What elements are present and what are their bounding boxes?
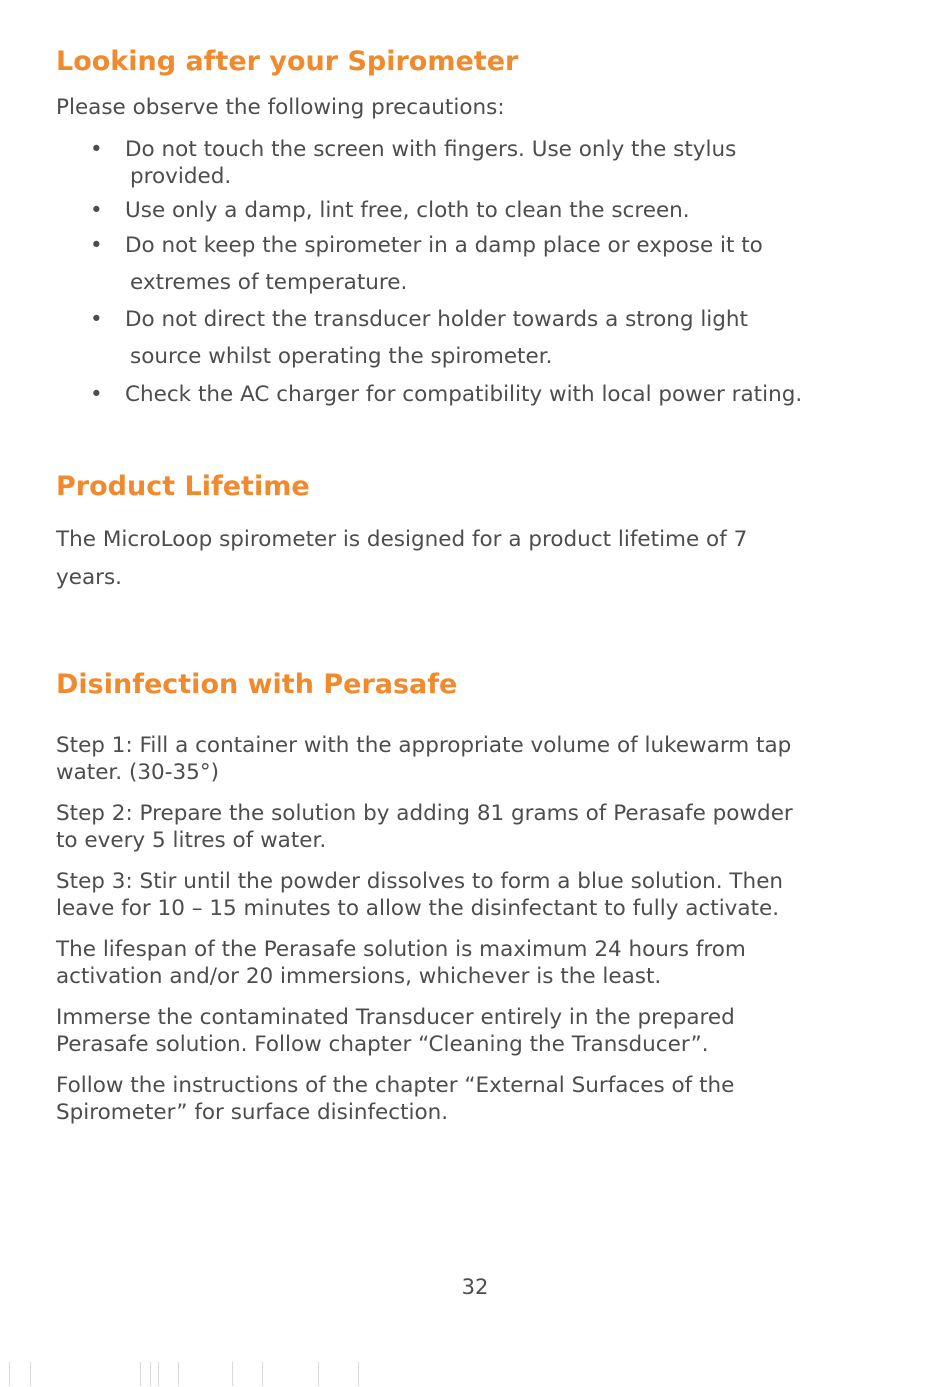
paragraph-line: Spirometer” for surface disinfection.: [56, 1100, 449, 1125]
bullet-icon: •: [90, 307, 103, 332]
bullet-icon: •: [90, 233, 103, 258]
paragraph-line: activation and/or 20 immersions, whichever is the least.: [56, 964, 662, 989]
list-item: [90, 381, 802, 408]
scan-mark: [140, 1362, 141, 1386]
paragraph-line: Immerse the contaminated Transducer entirely in the prepared: [56, 1005, 735, 1030]
paragraph-line: to every 5 litres of water.: [56, 828, 327, 853]
disinfection-paragraph: [56, 868, 783, 922]
list-item-line: extremes of temperature.: [130, 270, 408, 295]
list-item: [90, 301, 748, 375]
list-item: [90, 197, 690, 224]
section-heading-looking-after: Looking after your Spirometer: [56, 46, 519, 77]
bullet-icon: •: [90, 198, 103, 223]
paragraph-line: Step 2: Prepare the solution by adding 81 grams of Perasafe powder: [56, 801, 793, 826]
paragraph-line: Follow the instructions of the chapter “External Surfaces of the: [56, 1073, 735, 1098]
scan-mark: [262, 1362, 263, 1386]
precautions-intro: Please observe the following precautions:: [56, 95, 505, 120]
lifetime-text-line: The MicroLoop spirometer is designed for a product lifetime of 7: [56, 527, 748, 552]
list-item-line: Do not touch the screen with fingers. Use only the stylus: [125, 137, 737, 162]
scan-mark: [9, 1362, 10, 1386]
paragraph-line: leave for 10 – 15 minutes to allow the disinfectant to fully activate.: [56, 896, 780, 921]
list-item: [90, 136, 736, 190]
disinfection-paragraph: [56, 800, 793, 854]
scan-mark: [358, 1362, 359, 1386]
list-item: [90, 227, 763, 301]
bullet-icon: •: [90, 382, 103, 407]
paragraph-line: Perasafe solution. Follow chapter “Cleaning the Transducer”.: [56, 1032, 709, 1057]
scan-artifact-marks: [0, 1362, 950, 1386]
list-item-line: Do not direct the transducer holder towards a strong light: [125, 307, 748, 332]
page-number: 32: [461, 1275, 489, 1299]
list-item-line: Use only a damp, lint free, cloth to clean the screen.: [125, 198, 690, 223]
lifetime-text-line: years.: [56, 565, 123, 590]
scan-mark: [232, 1362, 233, 1386]
list-item-line: source whilst operating the spirometer.: [130, 344, 553, 369]
list-item-line: provided.: [130, 164, 232, 189]
scan-mark: [318, 1362, 319, 1386]
scan-mark: [158, 1362, 159, 1386]
paragraph-line: The lifespan of the Perasafe solution is maximum 24 hours from: [56, 937, 746, 962]
section-heading-disinfection: Disinfection with Perasafe: [56, 669, 458, 700]
bullet-icon: •: [90, 137, 103, 162]
scan-mark: [30, 1362, 31, 1386]
disinfection-paragraph: [56, 1072, 734, 1126]
disinfection-paragraph: [56, 732, 791, 786]
disinfection-paragraph: [56, 936, 746, 990]
scan-mark: [150, 1362, 151, 1386]
paragraph-line: Step 3: Stir until the powder dissolves to form a blue solution. Then: [56, 869, 784, 894]
paragraph-line: Step 1: Fill a container with the appropriate volume of lukewarm tap: [56, 733, 792, 758]
paragraph-line: water. (30-35°): [56, 760, 219, 785]
list-item-line: Do not keep the spirometer in a damp place or expose it to: [125, 233, 763, 258]
section-heading-product-lifetime: Product Lifetime: [56, 471, 310, 502]
list-item-line: Check the AC charger for compatibility with local power rating.: [125, 382, 803, 407]
disinfection-paragraph: [56, 1004, 735, 1058]
scan-mark: [178, 1362, 179, 1386]
